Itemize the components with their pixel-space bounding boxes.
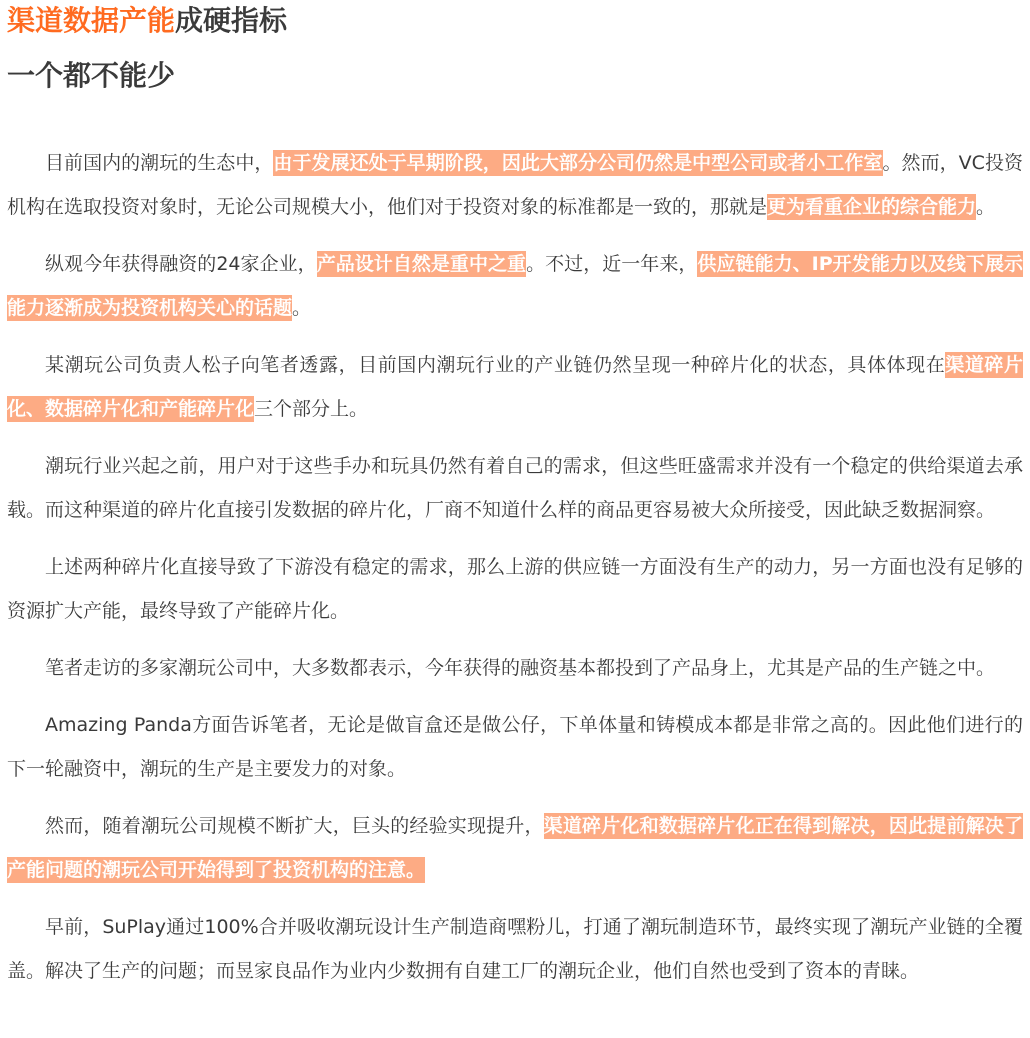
paragraph-text: 。	[976, 196, 996, 218]
title-rest: 成硬指标	[175, 4, 288, 37]
title-accent: 渠道数据产能	[7, 4, 176, 37]
highlight-text: 渠道碎片化、数据碎片化和产能碎片化	[7, 354, 1023, 420]
paragraph-4	[7, 444, 1023, 532]
highlight-text: 由于发展还处于早期阶段，因此大部分公司仍然是中型公司或者小工作室	[273, 152, 883, 174]
paragraph-1	[7, 141, 1023, 229]
paragraph-text: Amazing Panda方面告诉笔者，无论是做盲盒还是做公仔，下单体量和铸模成本都是非常之高的。因此他们进行的下一轮融资中，潮玩的生产是主要发力的对象。	[7, 714, 1023, 780]
paragraph-7	[7, 703, 1023, 791]
paragraph-9	[7, 905, 1023, 993]
paragraph-2	[7, 242, 1023, 330]
article-subtitle: 一个都不能少	[7, 59, 176, 92]
paragraph-text: 早前，SuPlay通过100%合并吸收潮玩设计生产制造商嘿粉儿，打通了潮玩制造环节，最终实现了潮玩产业链的全覆盖。解决了生产的问题；而昱家良品作为业内少数拥有自建工厂的潮玩企业，他们自然也受到了资本的青睐。	[7, 916, 1023, 982]
article-body	[7, 141, 1023, 1006]
paragraph-8	[7, 804, 1023, 892]
paragraph-6	[7, 646, 1023, 690]
paragraph-text: 。不过，近一年来，	[526, 253, 698, 275]
paragraph-text: 目前国内的潮玩的生态中，	[45, 152, 274, 174]
paragraph-text: 三个部分上。	[254, 398, 369, 420]
paragraph-text: 上述两种碎片化直接导致了下游没有稳定的需求，那么上游的供应链一方面没有生产的动力，另一方面也没有足够的资源扩大产能，最终导致了产能碎片化。	[7, 556, 1023, 622]
paragraph-3	[7, 343, 1023, 431]
highlight-text: 渠道碎片化和数据碎片化正在得到解决，因此提前解决了产能问题的潮玩公司开始得到了投资机构的注意。	[7, 815, 1023, 881]
article-title	[7, 1, 287, 41]
paragraph-text: 纵观今年获得融资的24家企业，	[45, 253, 317, 275]
paragraph-5	[7, 545, 1023, 633]
paragraph-text: 然而，随着潮玩公司规模不断扩大，巨头的经验实现提升，	[45, 815, 544, 837]
highlight-text: 供应链能力、IP开发能力以及线下展示能力逐渐成为投资机构关心的话题	[7, 253, 1023, 319]
paragraph-text: 潮玩行业兴起之前，用户对于这些手办和玩具仍然有着自己的需求，但这些旺盛需求并没有一个稳定的供给渠道去承载。而这种渠道的碎片化直接引发数据的碎片化，厂商不知道什么样的商品更容易被大众所接受，因此缺乏数据洞察。	[7, 455, 1023, 521]
paragraph-text: 笔者走访的多家潮玩公司中，大多数都表示，今年获得的融资基本都投到了产品身上，尤其是产品的生产链之中。	[45, 657, 996, 679]
paragraph-text: 某潮玩公司负责人松子向笔者透露，目前国内潮玩行业的产业链仍然呈现一种碎片化的状态，具体体现在	[45, 354, 946, 376]
paragraph-text: 。然而，VC投资机构在选取投资对象时，无论公司规模大小，他们对于投资对象的标准都是一致的，那就是	[7, 152, 1023, 218]
highlight-text: 更为看重企业的综合能力	[767, 196, 977, 218]
paragraph-text: 。	[292, 297, 312, 319]
highlight-text: 产品设计自然是重中之重	[316, 253, 527, 275]
